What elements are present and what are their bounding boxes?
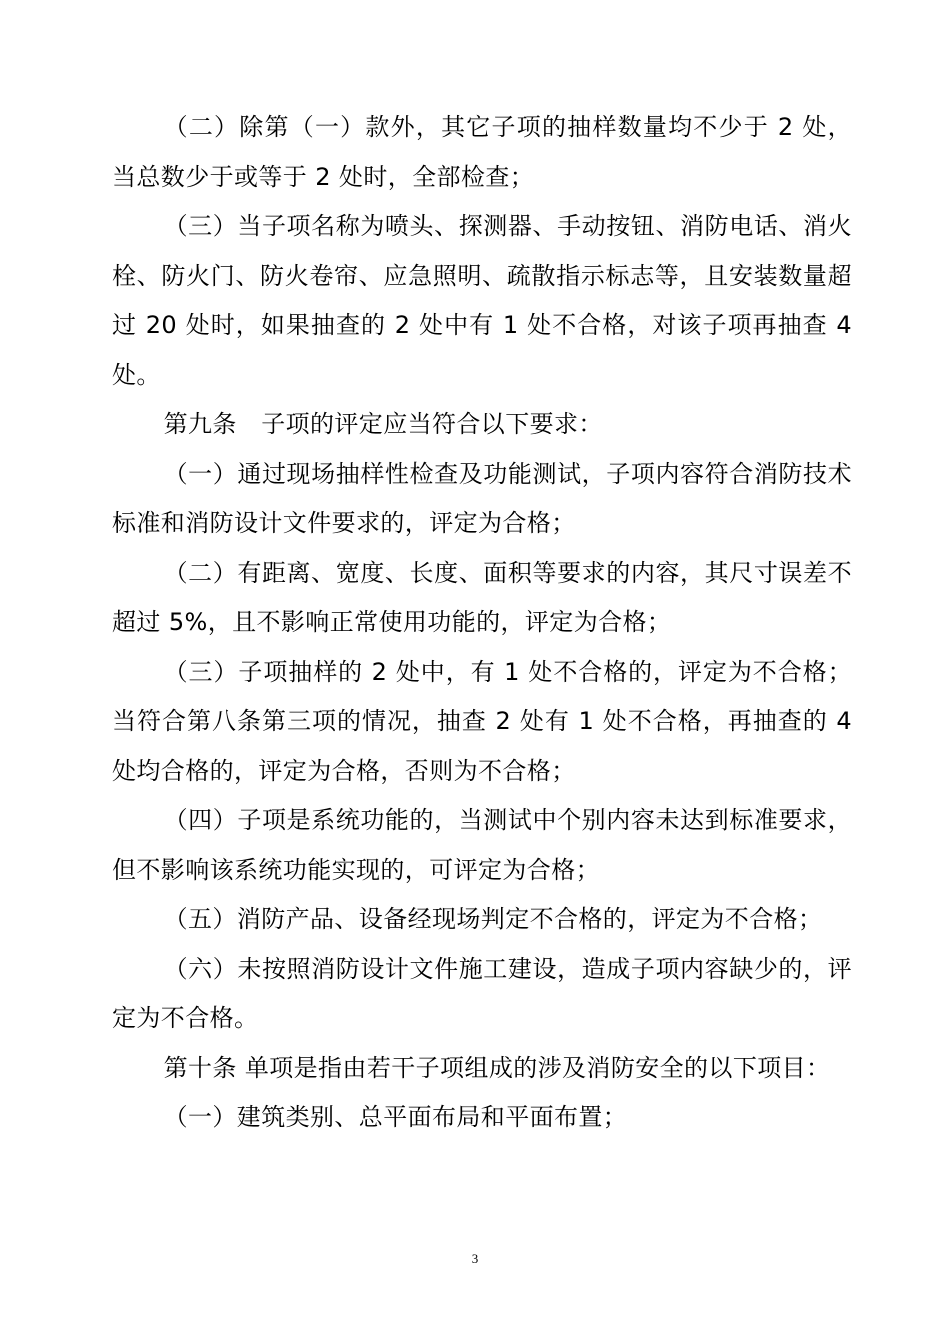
article-9-item-1: （一）通过现场抽样性检查及功能测试，子项内容符合消防技术标准和消防设计文件要求的，评定为合格； xyxy=(112,459,852,537)
article-9-heading: 第九条 子项的评定应当符合以下要求： xyxy=(163,410,603,438)
document-body xyxy=(112,103,852,1143)
article-10-item-1: （一）建筑类别、总平面布局和平面布置； xyxy=(163,1103,628,1131)
article-9-item-5: （五）消防产品、设备经现场判定不合格的，评定为不合格； xyxy=(163,905,823,933)
paragraph-sampling-extra: （三）当子项名称为喷头、探测器、手动按钮、消防电话、消火栓、防火门、防火卷帘、应急照明、疏散指示标志等，且安装数量超过 20 处时，如果抽查的 2 处中有 1 处不合格，对该子项再抽查 4 处。 xyxy=(112,212,852,389)
article-9-item-2: （二）有距离、宽度、长度、面积等要求的内容，其尺寸误差不超过 5%，且不影响正常使用功能的，评定为合格； xyxy=(112,558,852,636)
paragraph-sampling-count: （二）除第（一）款外，其它子项的抽样数量均不少于 2 处，当总数少于或等于 2 处时，全部检查； xyxy=(112,113,852,191)
article-9-item-6: （六）未按照消防设计文件施工建设，造成子项内容缺少的，评定为不合格。 xyxy=(112,954,852,1032)
article-9-item-4: （四）子项是系统功能的，当测试中个别内容未达到标准要求，但不影响该系统功能实现的，可评定为合格； xyxy=(112,806,852,884)
page-number: 3 xyxy=(471,1251,479,1266)
article-10-heading: 第十条 单项是指由若干子项组成的涉及消防安全的以下项目： xyxy=(163,1053,831,1082)
article-9-item-3: （三）子项抽样的 2 处中，有 1 处不合格的，评定为不合格；当符合第八条第三项的情况，抽查 2 处有 1 处不合格，再抽查的 4 处均合格的，评定为合格，否则为不合格； xyxy=(112,657,852,785)
